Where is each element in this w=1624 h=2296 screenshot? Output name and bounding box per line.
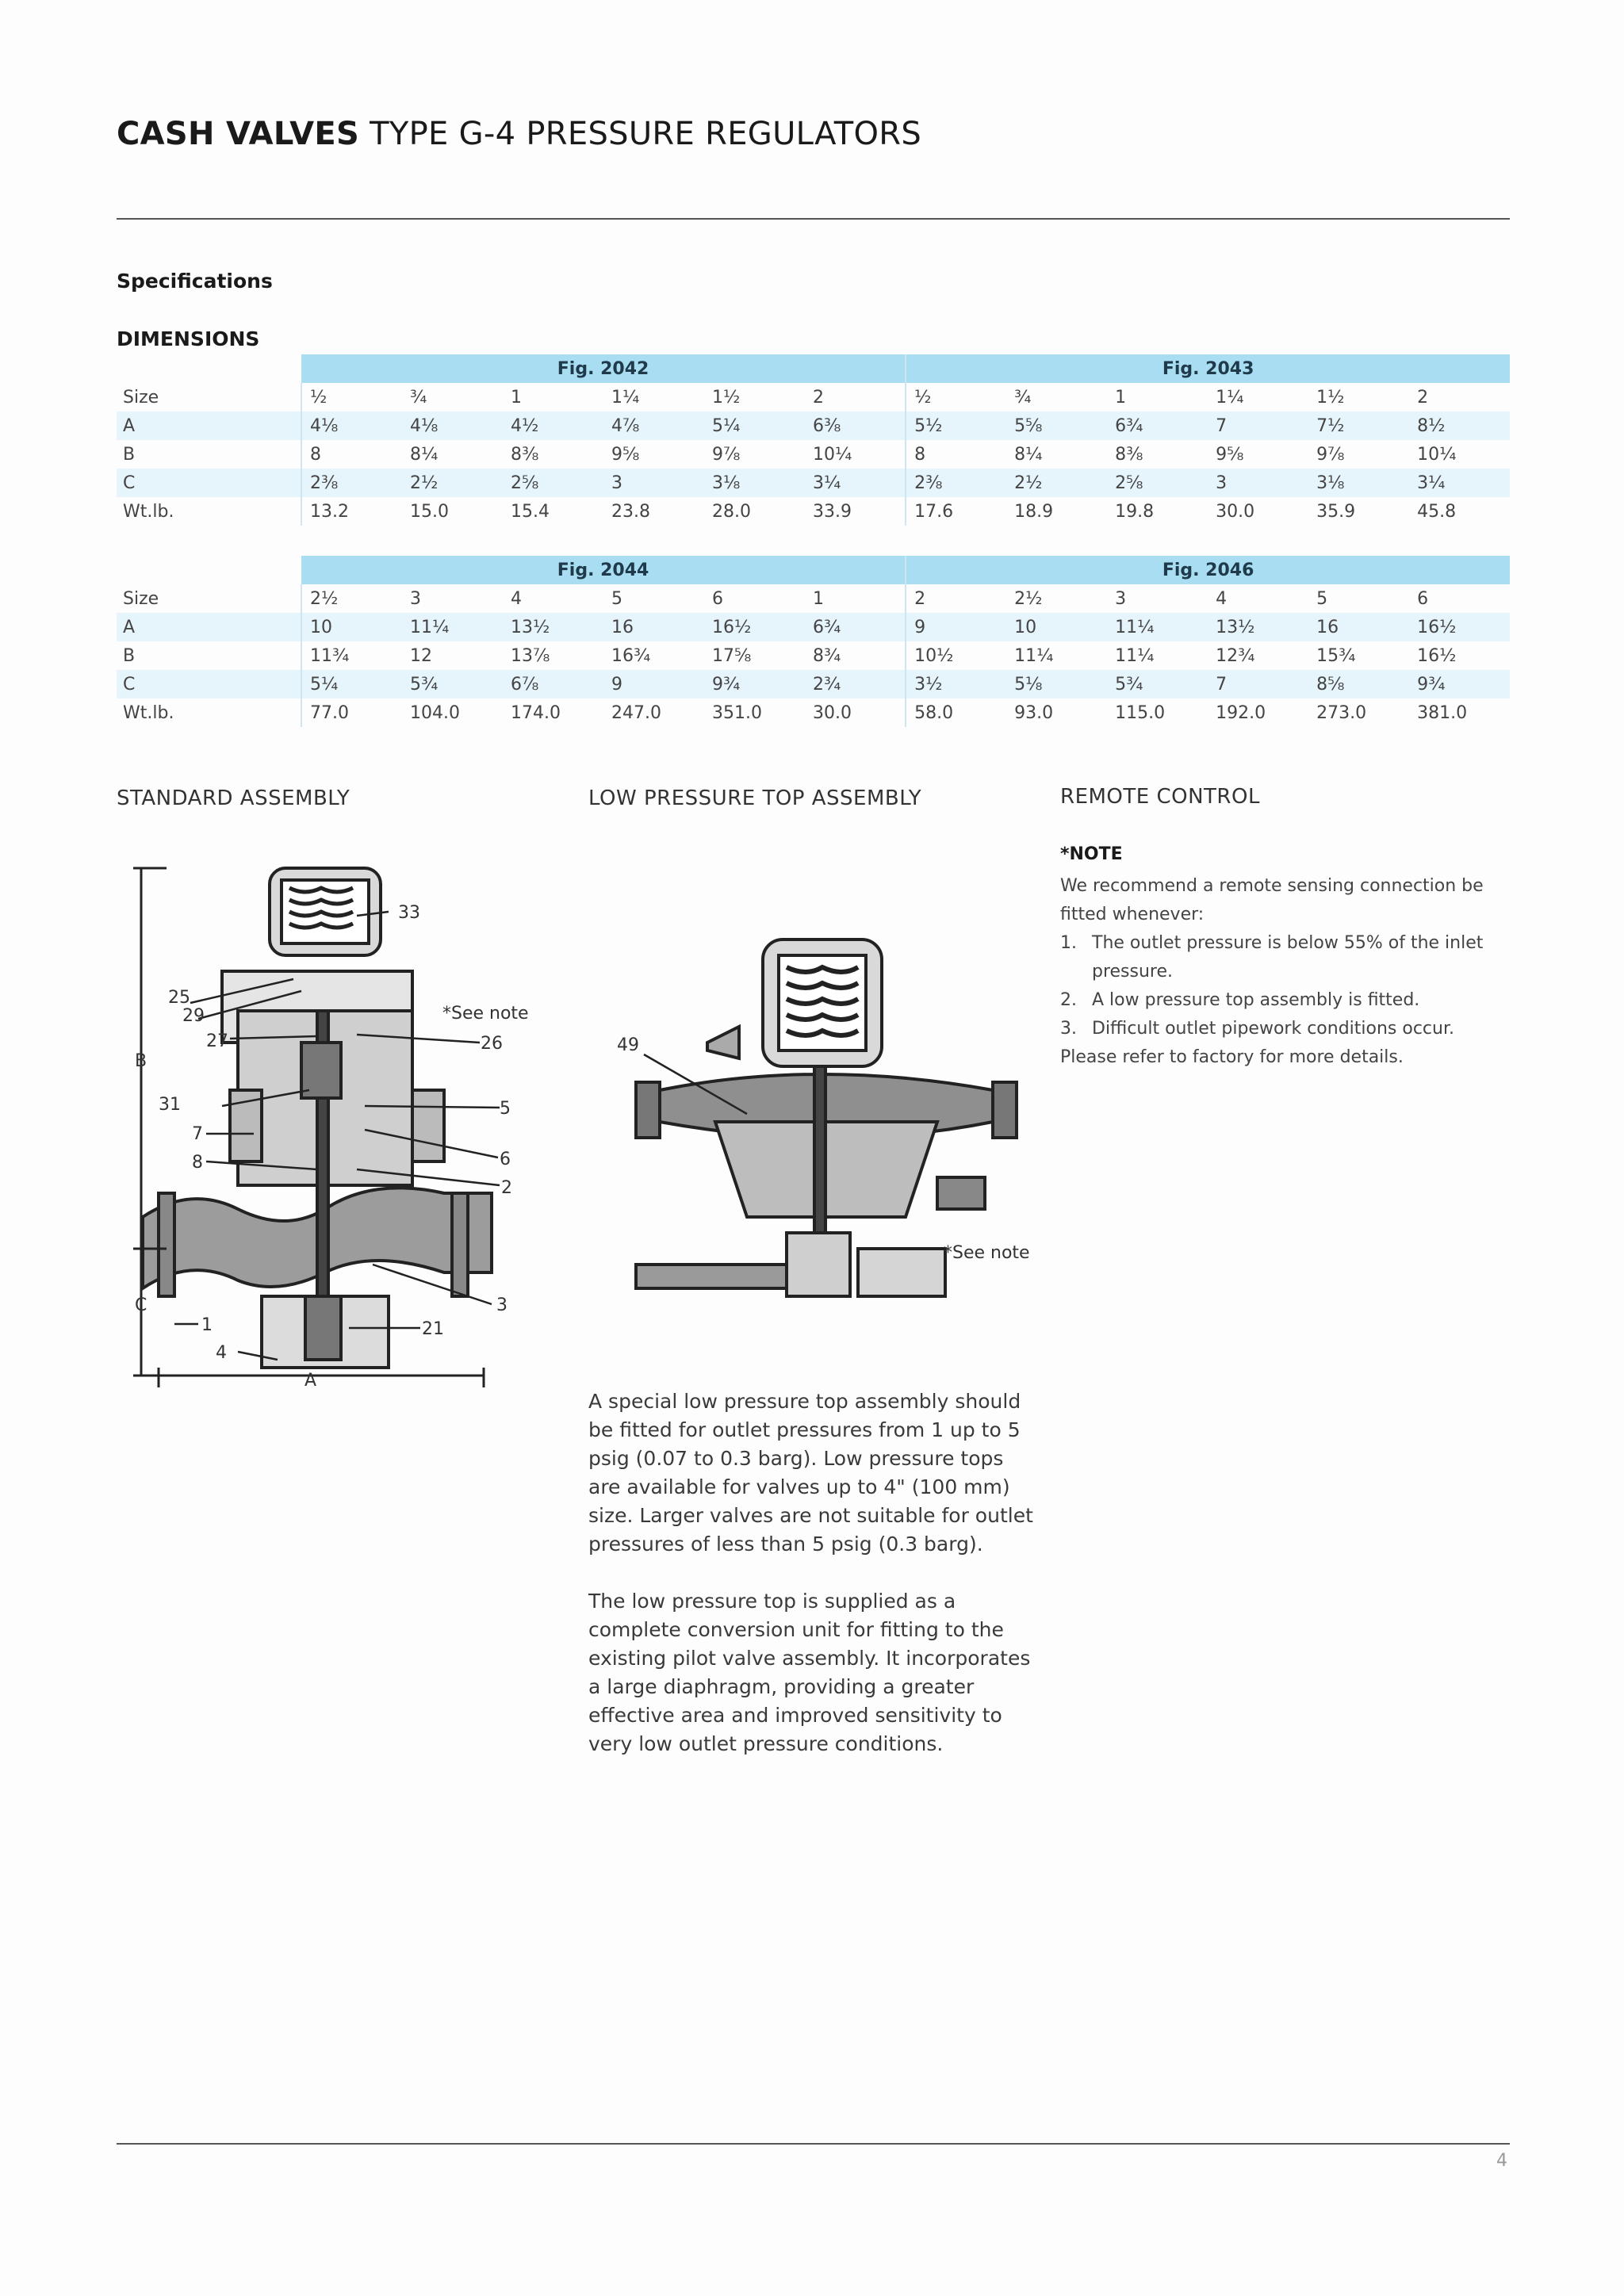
table-row [117, 411, 1510, 440]
table-cell: 10¼ [1417, 444, 1457, 465]
label-c: C [135, 1295, 147, 1315]
label-2: 2 [501, 1178, 512, 1198]
table-cell: 8⅜ [511, 444, 539, 465]
table-cell: 2½ [1006, 469, 1107, 497]
table-cell: 4 [511, 588, 522, 609]
table-cell: 58.0 [914, 702, 954, 723]
table-cell: 7½ [1308, 411, 1409, 440]
table-cell: 3¼ [1409, 469, 1510, 497]
table-cell: 16 [1308, 613, 1409, 641]
table-cell: 11¾ [310, 645, 350, 666]
table-cell: 1 [805, 584, 906, 613]
table-cell: 9 [603, 670, 704, 698]
row-label: C [117, 670, 301, 698]
table-cell: 16¾ [611, 645, 651, 666]
table-cell: 15¾ [1316, 645, 1356, 666]
label-8: 8 [192, 1153, 203, 1173]
table-header-row [117, 556, 1510, 584]
table-cell: 2⅝ [1107, 469, 1208, 497]
table-cell: 93.0 [1014, 702, 1054, 723]
table-cell: 5¾ [1107, 670, 1208, 698]
table-row [117, 670, 1510, 698]
dimensions-table-2044-2046 [117, 556, 1510, 727]
table-cell: 77.0 [310, 702, 349, 723]
table-cell: 2¾ [805, 670, 906, 698]
table-cell: 16½ [1417, 645, 1457, 666]
note-item: 1. The outlet pressure is below 55% of the inlet pressure. [1060, 933, 1484, 982]
table-cell: 17.6 [914, 501, 954, 522]
table-row [117, 641, 1510, 670]
remote-control-heading: REMOTE CONTROL [1060, 785, 1260, 809]
table-cell: 16½ [704, 613, 805, 641]
table-cell: 4 [1216, 588, 1228, 609]
table-cell: 30.0 [805, 698, 906, 727]
table-cell: 13⅞ [511, 645, 550, 666]
row-label: Size [117, 383, 301, 411]
table-cell: 28.0 [712, 501, 751, 522]
table-cell: 115.0 [1115, 702, 1166, 723]
table-cell: 11¼ [402, 613, 503, 641]
table-cell: 5⅛ [1006, 670, 1107, 698]
table-cell: ½ [310, 387, 327, 408]
table-cell: 3⅛ [1308, 469, 1409, 497]
label-b: B [135, 1051, 147, 1071]
specifications-heading: Specifications [117, 270, 273, 293]
table-cell: 11¼ [1115, 645, 1155, 666]
label-26: 26 [481, 1034, 503, 1054]
remote-control-note [1060, 872, 1516, 1072]
fig-2042-header: Fig. 2042 [301, 354, 906, 383]
table-cell: 45.8 [1417, 501, 1457, 522]
table-row [117, 440, 1510, 469]
table-cell: 4⅞ [603, 411, 704, 440]
table-row [117, 469, 1510, 497]
table-cell: 8 [310, 444, 321, 465]
table-cell: 1½ [712, 387, 741, 408]
table-cell: 4⅛ [301, 411, 402, 440]
table-cell: 2½ [402, 469, 503, 497]
table-cell: 1¼ [1216, 387, 1244, 408]
label-21: 21 [422, 1319, 444, 1339]
table-row [117, 383, 1510, 411]
low-pressure-heading: LOW PRESSURE TOP ASSEMBLY [588, 786, 922, 810]
table-cell: 9¾ [1409, 670, 1510, 698]
note-footer: Please refer to factory for more details. [1060, 1047, 1404, 1067]
table-cell: 15.4 [511, 501, 550, 522]
standard-assembly-heading: STANDARD ASSEMBLY [117, 786, 350, 810]
row-label: B [117, 440, 301, 469]
table-cell: 9⅞ [1316, 444, 1345, 465]
table-cell: 6 [712, 588, 723, 609]
table-cell: 16½ [1409, 613, 1510, 641]
table-cell: 9¾ [704, 670, 805, 698]
note-title: *NOTE [1060, 844, 1123, 864]
table-cell: 9⅝ [1216, 444, 1244, 465]
table-cell: 3 [603, 469, 704, 497]
bottom-divider [117, 2143, 1510, 2145]
table-cell: 8 [914, 444, 926, 465]
low-pressure-diagram [588, 852, 1048, 1360]
table-cell: 5 [611, 588, 622, 609]
table-cell: 5⅝ [1006, 411, 1107, 440]
table-cell: 8⅝ [1308, 670, 1409, 698]
label-see-note: *See note [442, 1004, 529, 1024]
label-27: 27 [206, 1031, 228, 1051]
note-item: 2. A low pressure top assembly is fitted. [1060, 990, 1420, 1010]
table-cell: ¾ [1014, 387, 1032, 408]
label-29: 29 [182, 1006, 205, 1026]
low-pressure-paragraph-2: The low pressure top is supplied as a complete conversion unit for fitting to the existing pilot valve assembly. It incorporates a large diaphragm, providing a greater effective area and improved sensitivity to very low outlet pressure conditions. [588, 1590, 1031, 1755]
title-subtitle: TYPE G-4 PRESSURE REGULATORS [359, 116, 922, 152]
table-header-row [117, 354, 1510, 383]
table-cell: 23.8 [611, 501, 650, 522]
table-cell: 10 [1006, 613, 1107, 641]
table-cell: 1 [1115, 387, 1127, 408]
table-cell: 15.0 [410, 501, 449, 522]
table-cell: 1¼ [611, 387, 640, 408]
table-cell: 13.2 [310, 501, 349, 522]
table-row [117, 698, 1510, 727]
table-cell: 8¾ [805, 641, 906, 670]
table-cell: 3 [1115, 588, 1127, 609]
table-cell: 6¾ [805, 613, 906, 641]
table-cell: 6⅜ [805, 411, 906, 440]
note-intro: We recommend a remote sensing connection be fitted whenever: [1060, 876, 1484, 924]
label-6: 6 [500, 1150, 511, 1169]
table-cell: 2⅜ [906, 469, 1006, 497]
table-cell: 11¼ [1107, 613, 1208, 641]
table-row [117, 584, 1510, 613]
table-cell: 10½ [914, 645, 954, 666]
table-cell: 2½ [1014, 588, 1043, 609]
row-label: Wt.lb. [117, 698, 301, 727]
table-cell: 7 [1208, 411, 1308, 440]
table-cell: 10¼ [805, 440, 906, 469]
table-cell: 1 [511, 387, 522, 408]
table-cell: 3⅛ [704, 469, 805, 497]
row-label: A [117, 613, 301, 641]
table-row [117, 613, 1510, 641]
label-25: 25 [168, 988, 190, 1008]
table-cell: 8⅜ [1115, 444, 1143, 465]
fig-2044-header: Fig. 2044 [301, 556, 906, 584]
table-cell: 247.0 [611, 702, 661, 723]
table-cell: 35.9 [1316, 501, 1356, 522]
table-cell: 192.0 [1216, 702, 1266, 723]
table-cell: 6 [1417, 588, 1429, 609]
table-cell: 9 [906, 613, 1006, 641]
table-cell: 8¼ [1014, 444, 1043, 465]
table-cell: 9⅞ [712, 444, 741, 465]
table-cell: 5½ [906, 411, 1006, 440]
table-cell: 174.0 [511, 702, 561, 723]
table-cell: 30.0 [1216, 501, 1255, 522]
dimensions-table-2042-2043 [117, 354, 1510, 526]
table-cell: 17⅝ [712, 645, 752, 666]
dimensions-heading: DIMENSIONS [117, 327, 260, 350]
table-cell: 3¼ [805, 469, 906, 497]
row-label: Wt.lb. [117, 497, 301, 526]
table-cell: 4⅛ [402, 411, 503, 440]
label-33: 33 [398, 903, 420, 923]
table-cell: 33.9 [805, 497, 906, 526]
row-label: B [117, 641, 301, 670]
table-cell: 10 [301, 613, 402, 641]
table-cell: 2⅝ [503, 469, 603, 497]
standard-assembly-diagram [119, 852, 563, 1407]
label-a: A [304, 1371, 317, 1391]
row-label: C [117, 469, 301, 497]
label-31: 31 [159, 1095, 181, 1115]
fig-2043-header: Fig. 2043 [906, 354, 1510, 383]
table-cell: 3 [1208, 469, 1308, 497]
table-cell: 18.9 [1014, 501, 1054, 522]
table-cell: ½ [914, 387, 932, 408]
table-cell: 2 [914, 588, 926, 609]
label-3: 3 [496, 1295, 508, 1315]
table-cell: 9⅝ [611, 444, 640, 465]
table-cell: 12¾ [1216, 645, 1255, 666]
table-cell: 3½ [906, 670, 1006, 698]
title-brand: CASH VALVES [117, 116, 360, 152]
low-pressure-drawing [588, 852, 1048, 1360]
table-cell: 2⅜ [301, 469, 402, 497]
table-cell: 273.0 [1316, 702, 1367, 723]
standard-assembly-drawing [119, 852, 563, 1407]
label-1: 1 [201, 1315, 213, 1335]
note-item: 3. Difficult outlet pipework conditions occur. [1060, 1019, 1454, 1039]
table-cell: 11¼ [1014, 645, 1054, 666]
table-cell: 19.8 [1115, 501, 1155, 522]
fig-2046-header: Fig. 2046 [906, 556, 1510, 584]
top-divider [117, 218, 1510, 220]
table-cell: 351.0 [712, 702, 762, 723]
table-cell: ¾ [410, 387, 427, 408]
label-4: 4 [216, 1343, 227, 1363]
table-cell: 5 [1316, 588, 1328, 609]
table-cell: 7 [1208, 670, 1308, 698]
table-cell: 2½ [310, 588, 339, 609]
table-cell: 5¼ [301, 670, 402, 698]
table-cell: 6⅞ [503, 670, 603, 698]
label-7: 7 [192, 1124, 203, 1144]
table-cell: 8¼ [410, 444, 439, 465]
table-cell: 3 [410, 588, 421, 609]
row-label: A [117, 411, 301, 440]
table-cell: 2 [805, 383, 906, 411]
label-5: 5 [500, 1099, 511, 1119]
table-cell: 2 [1417, 387, 1429, 408]
page-title [117, 116, 921, 152]
low-pressure-paragraph-1: A special low pressure top assembly should be fitted for outlet pressures from 1 up to 5 psig (0.07 to 0.3 barg). Low pressure tops are available for valves up to 4" (100 mm) size. Larger valves are not suitable for outlet pressures of less than 5 psig (0.3 barg). [588, 1390, 1033, 1556]
table-cell: 12 [410, 645, 432, 666]
table-cell: 5¼ [704, 411, 805, 440]
table-cell: 6¾ [1107, 411, 1208, 440]
table-cell: 13½ [1208, 613, 1308, 641]
table-cell: 16 [603, 613, 704, 641]
table-cell: 104.0 [410, 702, 460, 723]
table-cell: 1½ [1316, 387, 1345, 408]
table-cell: 13½ [503, 613, 603, 641]
table-cell: 381.0 [1417, 702, 1468, 723]
page-number: 4 [1496, 2151, 1507, 2171]
table-row [117, 497, 1510, 526]
table-cell: 5¾ [402, 670, 503, 698]
table-cell: 4½ [503, 411, 603, 440]
table-cell: 8½ [1409, 411, 1510, 440]
row-label: Size [117, 584, 301, 613]
label-see-note: *See note [944, 1243, 1030, 1263]
label-49: 49 [617, 1035, 639, 1055]
